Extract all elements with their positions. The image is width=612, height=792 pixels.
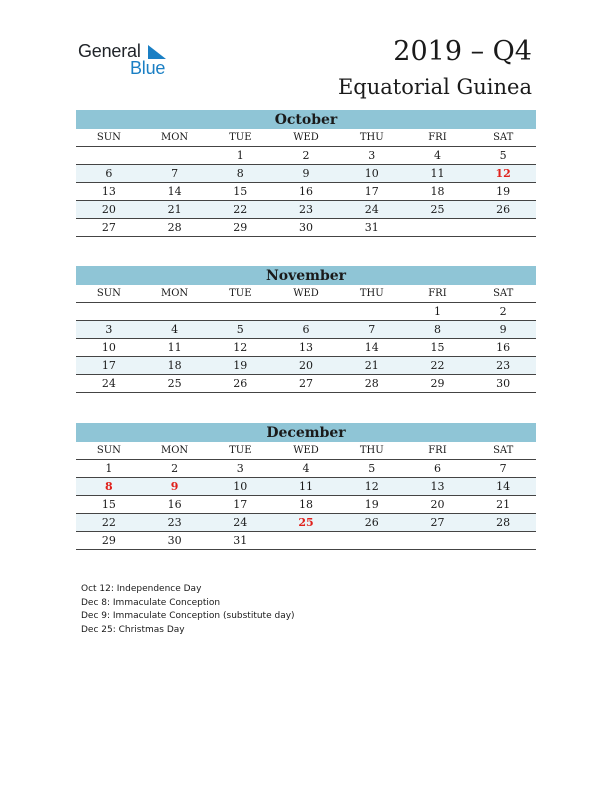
day-cell: 28 [496, 516, 511, 529]
weekday-label: THU [359, 445, 384, 456]
day-cell: 4 [171, 323, 179, 336]
weekday-label: SAT [493, 445, 514, 456]
day-cell: 14 [496, 480, 511, 493]
weekday-header-row [76, 442, 536, 460]
day-cell [405, 532, 471, 549]
day-cell [142, 303, 208, 320]
day-cell: 12 [233, 341, 248, 354]
day-cell: 22 [430, 359, 445, 372]
day-cell: 8 [236, 167, 244, 180]
day-cell: 2 [499, 305, 507, 318]
day-cell: 4 [302, 462, 310, 475]
page-title-country: Equatorial Guinea [337, 75, 532, 99]
day-cell: 29 [430, 377, 445, 390]
day-cell: 30 [496, 377, 511, 390]
day-cell: 2 [302, 149, 310, 162]
day-cell: 21 [167, 203, 182, 216]
day-cell: 17 [101, 359, 116, 372]
day-cell [76, 147, 142, 164]
day-cell: 12 [364, 480, 379, 493]
day-cell: 26 [233, 377, 248, 390]
weekday-label: MON [160, 445, 189, 456]
week-row [76, 165, 536, 183]
day-cell: 13 [299, 341, 314, 354]
day-cell: 9 [302, 167, 310, 180]
day-cell: 22 [233, 203, 248, 216]
weekday-label: FRI [428, 288, 447, 299]
weekday-label: WED [293, 132, 319, 143]
weekday-label: TUE [229, 288, 252, 299]
week-row [76, 357, 536, 375]
page-title-year: 2019 – Q4 [393, 36, 532, 67]
day-cell [273, 303, 339, 320]
weekday-label: TUE [229, 132, 252, 143]
weekday-label: SUN [96, 445, 121, 456]
day-cell: 31 [364, 221, 379, 234]
day-cell: 26 [364, 516, 379, 529]
day-cell: 21 [364, 359, 379, 372]
day-cell: 31 [233, 534, 248, 547]
logo-triangle-icon [148, 45, 166, 59]
day-cell: 8 [433, 323, 441, 336]
day-cell: 29 [101, 534, 116, 547]
day-cell: 2 [171, 462, 179, 475]
month-header: October [76, 110, 536, 129]
day-cell: 7 [499, 462, 507, 475]
day-cell: 27 [430, 516, 445, 529]
week-row [76, 201, 536, 219]
holiday-note: Dec 8: Immaculate Conception [81, 597, 221, 608]
week-row [76, 321, 536, 339]
day-cell: 16 [167, 498, 182, 511]
day-cell: 28 [167, 221, 182, 234]
weekday-label: THU [359, 132, 384, 143]
day-cell [339, 303, 405, 320]
weekday-label: SUN [96, 288, 121, 299]
day-cell: 11 [430, 167, 445, 180]
day-cell: 7 [368, 323, 376, 336]
day-cell: 10 [101, 341, 116, 354]
weekday-label: MON [160, 132, 189, 143]
day-cell: 26 [496, 203, 511, 216]
weekday-label: SUN [96, 132, 121, 143]
day-cell: 25 [430, 203, 445, 216]
day-cell: 4 [433, 149, 441, 162]
day-cell: 23 [299, 203, 314, 216]
day-cell [470, 532, 536, 549]
week-row [76, 514, 536, 532]
week-row [76, 147, 536, 165]
day-cell: 11 [299, 480, 314, 493]
day-cell: 6 [105, 167, 113, 180]
logo-text-blue: Blue [130, 58, 166, 78]
weekday-header-row [76, 129, 536, 147]
week-row [76, 375, 536, 393]
day-cell: 20 [101, 203, 116, 216]
day-cell: 9 [499, 323, 507, 336]
day-cell: 3 [368, 149, 376, 162]
day-cell: 22 [101, 516, 116, 529]
day-cell: 20 [299, 359, 314, 372]
week-row [76, 219, 536, 237]
week-row [76, 532, 536, 550]
week-row [76, 460, 536, 478]
day-cell: 19 [233, 359, 248, 372]
day-cell: 24 [233, 516, 248, 529]
day-cell: 20 [430, 498, 445, 511]
day-cell: 14 [364, 341, 379, 354]
weekday-label: WED [293, 288, 319, 299]
day-cell: 30 [167, 534, 182, 547]
day-cell: 19 [496, 185, 511, 198]
day-cell: 5 [368, 462, 376, 475]
day-cell: 1 [433, 305, 441, 318]
day-cell: 6 [433, 462, 441, 475]
day-cell: 27 [101, 221, 116, 234]
day-cell: 10 [364, 167, 379, 180]
day-cell: 23 [496, 359, 511, 372]
day-cell [339, 532, 405, 549]
weekday-label: SAT [493, 132, 514, 143]
day-cell: 1 [105, 462, 113, 475]
day-cell: 30 [299, 221, 314, 234]
day-cell: 14 [167, 185, 182, 198]
day-cell: 15 [233, 185, 248, 198]
day-cell: 16 [496, 341, 511, 354]
day-cell [142, 147, 208, 164]
holiday-note: Dec 25: Christmas Day [81, 624, 185, 635]
holiday-day-cell: 25 [298, 516, 314, 529]
week-row [76, 303, 536, 321]
day-cell: 18 [430, 185, 445, 198]
day-cell: 18 [167, 359, 182, 372]
weekday-label: TUE [229, 445, 252, 456]
day-cell: 5 [499, 149, 507, 162]
day-cell: 11 [167, 341, 182, 354]
weekday-label: FRI [428, 445, 447, 456]
week-row [76, 478, 536, 496]
weekday-label: THU [359, 288, 384, 299]
week-row [76, 496, 536, 514]
day-cell: 27 [299, 377, 314, 390]
day-cell [207, 303, 273, 320]
day-cell: 1 [236, 149, 244, 162]
weekday-header-row [76, 285, 536, 303]
day-cell: 16 [299, 185, 314, 198]
holiday-notes [81, 583, 295, 637]
day-cell [470, 219, 536, 236]
day-cell: 13 [430, 480, 445, 493]
day-cell: 6 [302, 323, 310, 336]
holiday-day-cell: 9 [170, 480, 179, 493]
day-cell: 10 [233, 480, 248, 493]
day-cell: 13 [101, 185, 116, 198]
day-cell [273, 532, 339, 549]
day-cell: 7 [171, 167, 179, 180]
holiday-note: Dec 9: Immaculate Conception (substitute day) [81, 611, 295, 621]
month-november [76, 266, 536, 393]
day-cell: 28 [364, 377, 379, 390]
day-cell: 18 [299, 498, 314, 511]
day-cell: 23 [167, 516, 182, 529]
holiday-day-cell: 12 [495, 167, 511, 180]
day-cell: 3 [105, 323, 113, 336]
day-cell: 15 [101, 498, 116, 511]
month-header: November [76, 266, 536, 285]
day-cell [405, 219, 471, 236]
day-cell: 5 [236, 323, 244, 336]
day-cell: 25 [167, 377, 182, 390]
weekday-label: SAT [493, 288, 514, 299]
day-cell: 19 [364, 498, 379, 511]
week-row [76, 339, 536, 357]
day-cell: 17 [364, 185, 379, 198]
holiday-day-cell: 8 [105, 480, 113, 493]
month-header: December [76, 423, 536, 442]
day-cell: 15 [430, 341, 445, 354]
day-cell: 24 [101, 377, 116, 390]
day-cell: 3 [236, 462, 244, 475]
holiday-note: Oct 12: Independence Day [81, 584, 202, 594]
day-cell [76, 303, 142, 320]
logo-text-general: General [78, 41, 141, 61]
day-cell: 17 [233, 498, 248, 511]
day-cell: 29 [233, 221, 248, 234]
day-cell: 24 [364, 203, 379, 216]
weekday-label: FRI [428, 132, 447, 143]
month-december [76, 423, 536, 550]
day-cell: 21 [496, 498, 511, 511]
month-october [76, 110, 536, 237]
weekday-label: WED [293, 445, 319, 456]
weekday-label: MON [160, 288, 189, 299]
logo [78, 41, 178, 79]
week-row [76, 183, 536, 201]
